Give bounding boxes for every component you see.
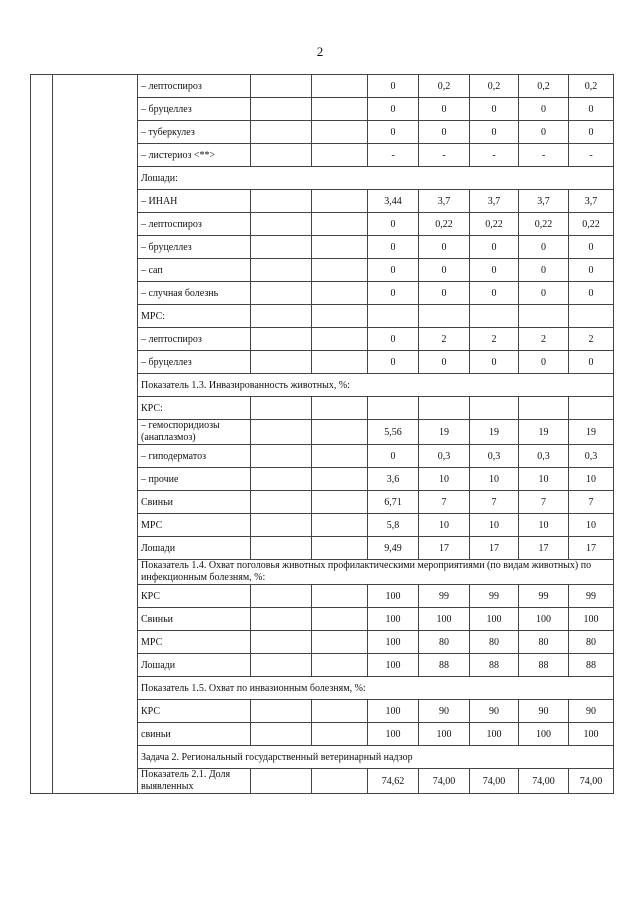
value-cell: 100	[368, 585, 419, 608]
value-cell: 0	[519, 282, 569, 305]
base-value-cell	[312, 144, 368, 167]
value-cell: 7	[470, 491, 519, 514]
row-label: Лошади:	[138, 167, 614, 190]
value-cell: 0,2	[419, 75, 470, 98]
value-cell: 99	[519, 585, 569, 608]
unit-cell	[251, 351, 312, 374]
base-value-cell	[312, 769, 368, 794]
value-cell: 0	[470, 236, 519, 259]
value-cell: 0	[368, 351, 419, 374]
row-label: Свиньи	[138, 491, 251, 514]
value-cell	[519, 305, 569, 328]
base-value-cell	[312, 608, 368, 631]
value-cell	[470, 305, 519, 328]
value-cell: 3,44	[368, 190, 419, 213]
value-cell: 0,3	[419, 445, 470, 468]
value-cell: 0,2	[519, 75, 569, 98]
unit-cell	[251, 98, 312, 121]
value-cell: 0,3	[569, 445, 614, 468]
unit-cell	[251, 144, 312, 167]
row-label: КРС:	[138, 397, 251, 420]
row-label: – сап	[138, 259, 251, 282]
base-value-cell	[312, 631, 368, 654]
base-value-cell	[312, 121, 368, 144]
unit-cell	[251, 259, 312, 282]
value-cell: 10	[519, 514, 569, 537]
row-label: – бруцеллез	[138, 351, 251, 374]
value-cell: 0	[519, 98, 569, 121]
value-cell: 10	[470, 468, 519, 491]
value-cell: 90	[470, 700, 519, 723]
base-value-cell	[312, 236, 368, 259]
value-cell: 3,7	[569, 190, 614, 213]
row-label: – ИНАН	[138, 190, 251, 213]
unit-cell	[251, 514, 312, 537]
row-label: КРС	[138, 700, 251, 723]
value-cell	[419, 305, 470, 328]
value-cell: 0	[368, 282, 419, 305]
unit-cell	[251, 769, 312, 794]
row-label: Показатель 2.1. Доля выявленных	[138, 769, 251, 794]
value-cell: 0	[419, 98, 470, 121]
base-value-cell	[312, 351, 368, 374]
unit-cell	[251, 468, 312, 491]
unit-cell	[251, 445, 312, 468]
value-cell: 0	[419, 259, 470, 282]
value-cell: 0	[470, 259, 519, 282]
base-value-cell	[312, 259, 368, 282]
value-cell: 74,62	[368, 769, 419, 794]
base-value-cell	[312, 491, 368, 514]
base-value-cell	[312, 282, 368, 305]
value-cell: 17	[470, 537, 519, 560]
row-label: Показатель 1.3. Инвазированность животных, %:	[138, 374, 614, 397]
row-label: – лептоспироз	[138, 328, 251, 351]
row-label: КРС	[138, 585, 251, 608]
value-cell: 0,2	[569, 75, 614, 98]
value-cell: 0	[519, 259, 569, 282]
value-cell: 100	[368, 700, 419, 723]
base-value-cell	[312, 305, 368, 328]
unit-cell	[251, 537, 312, 560]
unit-cell	[251, 608, 312, 631]
value-cell: 7	[419, 491, 470, 514]
value-cell: 0	[368, 121, 419, 144]
value-cell: 74,00	[419, 769, 470, 794]
value-cell: 100	[470, 608, 519, 631]
value-cell	[470, 397, 519, 420]
value-cell: 0	[368, 445, 419, 468]
row-label: – лептоспироз	[138, 213, 251, 236]
value-cell: 0	[569, 98, 614, 121]
value-cell: 100	[569, 723, 614, 746]
base-value-cell	[312, 514, 368, 537]
table-row	[31, 75, 614, 98]
value-cell: 0,22	[569, 213, 614, 236]
value-cell: 0	[368, 213, 419, 236]
value-cell: 0	[569, 121, 614, 144]
value-cell: 0,22	[519, 213, 569, 236]
value-cell: 0	[519, 121, 569, 144]
value-cell: 90	[419, 700, 470, 723]
row-label: Лошади	[138, 537, 251, 560]
value-cell: 3,7	[419, 190, 470, 213]
value-cell: 0	[519, 236, 569, 259]
value-cell: 10	[419, 514, 470, 537]
value-cell: -	[368, 144, 419, 167]
value-cell: 100	[419, 608, 470, 631]
value-cell: 100	[368, 654, 419, 677]
value-cell: 90	[569, 700, 614, 723]
value-cell: 99	[419, 585, 470, 608]
value-cell: 0	[419, 282, 470, 305]
row-label: – прочие	[138, 468, 251, 491]
unit-cell	[251, 397, 312, 420]
value-cell: 5,56	[368, 420, 419, 445]
row-label: – бруцеллез	[138, 98, 251, 121]
value-cell: 0	[470, 351, 519, 374]
value-cell	[368, 397, 419, 420]
row-label: Задача 2. Региональный государственный ветеринарный надзор	[138, 746, 614, 769]
base-value-cell	[312, 654, 368, 677]
value-cell: 0,3	[519, 445, 569, 468]
value-cell: 19	[519, 420, 569, 445]
value-cell: 2	[519, 328, 569, 351]
value-cell: 88	[519, 654, 569, 677]
value-cell: -	[519, 144, 569, 167]
value-cell: 0	[519, 351, 569, 374]
value-cell: 0	[419, 236, 470, 259]
value-cell: 17	[419, 537, 470, 560]
value-cell: 2	[569, 328, 614, 351]
row-label: МРС	[138, 514, 251, 537]
value-cell: 0	[368, 75, 419, 98]
row-label: МРС	[138, 631, 251, 654]
unit-cell	[251, 305, 312, 328]
value-cell: 7	[569, 491, 614, 514]
row-label: МРС:	[138, 305, 251, 328]
value-cell	[519, 397, 569, 420]
base-value-cell	[312, 468, 368, 491]
unit-cell	[251, 190, 312, 213]
value-cell: 17	[519, 537, 569, 560]
value-cell: 80	[569, 631, 614, 654]
unit-cell	[251, 121, 312, 144]
value-cell: 0	[569, 351, 614, 374]
value-cell: 6,71	[368, 491, 419, 514]
value-cell: 0,22	[419, 213, 470, 236]
row-label: Показатель 1.4. Охват поголовья животных профилактическими мероприятиями (по видам животных) по инфекционным болезням, %:	[138, 560, 614, 585]
unit-cell	[251, 328, 312, 351]
value-cell: 0	[419, 121, 470, 144]
base-value-cell	[312, 420, 368, 445]
value-cell: 19	[569, 420, 614, 445]
unit-cell	[251, 654, 312, 677]
value-cell: 3,6	[368, 468, 419, 491]
unit-cell	[251, 585, 312, 608]
unit-cell	[251, 491, 312, 514]
value-cell: 0	[368, 98, 419, 121]
base-value-cell	[312, 537, 368, 560]
value-cell: 80	[519, 631, 569, 654]
value-cell: 0	[470, 282, 519, 305]
value-cell: 10	[569, 514, 614, 537]
value-cell: 0	[569, 282, 614, 305]
value-cell	[368, 305, 419, 328]
value-cell: 100	[519, 723, 569, 746]
value-cell: 19	[470, 420, 519, 445]
value-cell: 10	[419, 468, 470, 491]
base-value-cell	[312, 700, 368, 723]
value-cell: 100	[368, 723, 419, 746]
row-label: – случная болезнь	[138, 282, 251, 305]
base-value-cell	[312, 397, 368, 420]
value-cell: 88	[569, 654, 614, 677]
value-cell: 0	[368, 259, 419, 282]
value-cell: -	[470, 144, 519, 167]
value-cell: 17	[569, 537, 614, 560]
row-label: Показатель 1.5. Охват по инвазионным болезням, %:	[138, 677, 614, 700]
value-cell: 5,8	[368, 514, 419, 537]
row-number-cell	[31, 75, 53, 794]
value-cell: 80	[419, 631, 470, 654]
row-label: – бруцеллез	[138, 236, 251, 259]
row-label: – гиподерматоз	[138, 445, 251, 468]
row-label: Свиньи	[138, 608, 251, 631]
indicator-group-cell	[53, 75, 138, 794]
value-cell: 9,49	[368, 537, 419, 560]
value-cell	[569, 397, 614, 420]
value-cell: 0	[368, 328, 419, 351]
value-cell: 0	[569, 259, 614, 282]
value-cell: 7	[519, 491, 569, 514]
base-value-cell	[312, 190, 368, 213]
value-cell	[569, 305, 614, 328]
value-cell: 0	[368, 236, 419, 259]
value-cell: 0	[419, 351, 470, 374]
unit-cell	[251, 700, 312, 723]
base-value-cell	[312, 445, 368, 468]
value-cell: 3,7	[470, 190, 519, 213]
base-value-cell	[312, 585, 368, 608]
value-cell: 74,00	[470, 769, 519, 794]
value-cell: 0,2	[470, 75, 519, 98]
value-cell: 2	[470, 328, 519, 351]
value-cell: 100	[519, 608, 569, 631]
value-cell: 100	[569, 608, 614, 631]
value-cell	[419, 397, 470, 420]
unit-cell	[251, 282, 312, 305]
value-cell: 99	[470, 585, 519, 608]
unit-cell	[251, 631, 312, 654]
value-cell: 2	[419, 328, 470, 351]
value-cell: 100	[368, 608, 419, 631]
value-cell: 10	[470, 514, 519, 537]
row-label: Лошади	[138, 654, 251, 677]
value-cell: 90	[519, 700, 569, 723]
base-value-cell	[312, 75, 368, 98]
value-cell: 0	[569, 236, 614, 259]
value-cell: 74,00	[519, 769, 569, 794]
row-label: – гемоспоридиозы (анаплазмоз)	[138, 420, 251, 445]
page-number: 2	[316, 44, 324, 59]
row-label: свиньи	[138, 723, 251, 746]
unit-cell	[251, 236, 312, 259]
value-cell: 10	[519, 468, 569, 491]
unit-cell	[251, 723, 312, 746]
value-cell: -	[419, 144, 470, 167]
unit-cell	[251, 420, 312, 445]
value-cell: 100	[368, 631, 419, 654]
value-cell: 19	[419, 420, 470, 445]
value-cell: 99	[569, 585, 614, 608]
value-cell: 88	[470, 654, 519, 677]
base-value-cell	[312, 98, 368, 121]
row-label: – лептоспироз	[138, 75, 251, 98]
base-value-cell	[312, 328, 368, 351]
base-value-cell	[312, 213, 368, 236]
value-cell: 100	[419, 723, 470, 746]
row-label: – листериоз <**>	[138, 144, 251, 167]
value-cell: 88	[419, 654, 470, 677]
value-cell: -	[569, 144, 614, 167]
value-cell: 0,3	[470, 445, 519, 468]
unit-cell	[251, 213, 312, 236]
base-value-cell	[312, 723, 368, 746]
value-cell: 10	[569, 468, 614, 491]
indicators-table	[30, 74, 614, 794]
value-cell: 3,7	[519, 190, 569, 213]
value-cell: 74,00	[569, 769, 614, 794]
value-cell: 100	[470, 723, 519, 746]
value-cell: 0	[470, 98, 519, 121]
value-cell: 0,22	[470, 213, 519, 236]
value-cell: 0	[470, 121, 519, 144]
value-cell: 80	[470, 631, 519, 654]
row-label: – туберкулез	[138, 121, 251, 144]
unit-cell	[251, 75, 312, 98]
